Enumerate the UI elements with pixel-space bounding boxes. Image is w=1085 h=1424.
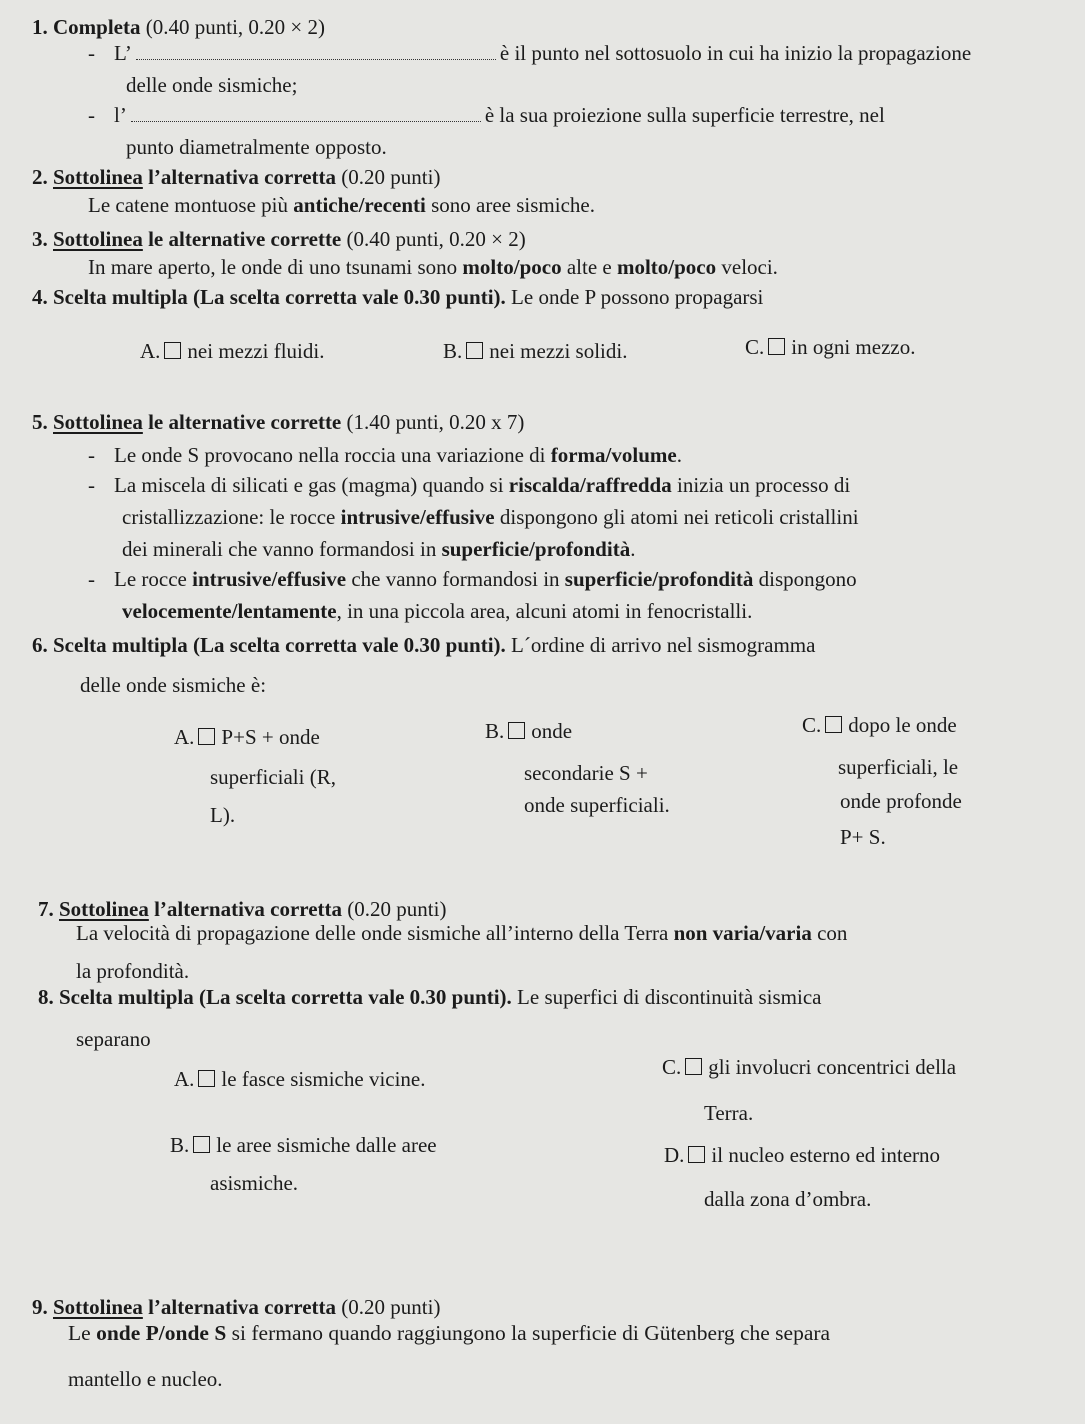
q5-l5a: Le rocce [114, 567, 193, 591]
q2-text-a: Le catene montuose più [88, 193, 294, 217]
q5-line-3 [122, 504, 859, 530]
q5-number: 5. [32, 410, 48, 434]
q9-l1a: Le [68, 1321, 97, 1345]
q6-option-b-line3: onde superficiali. [524, 793, 670, 817]
q5-l1a: Le onde S provocano nella roccia una variazione di [114, 443, 551, 467]
q7-points: (0.20 punti) [347, 897, 447, 921]
q5-title: le alternative corrette [148, 410, 342, 434]
q1-title: Completa [53, 15, 141, 39]
q5-choice-superficie-profondita-1[interactable]: superficie/profondità [441, 537, 631, 561]
q2-points: (0.20 punti) [341, 165, 441, 189]
q4-option-b-text: nei mezzi solidi. [489, 339, 628, 363]
q4-title: Scelta multipla (La scelta corretta vale 0.30 punti). [53, 285, 506, 309]
q5-line-4 [122, 536, 635, 562]
q3-text-5: veloci. [716, 255, 778, 279]
q5-dash-3: - [88, 567, 95, 591]
q6-option-b-checkbox[interactable] [508, 722, 525, 739]
q1-blank-1[interactable] [136, 41, 496, 60]
q3-choice-2[interactable]: molto/poco [616, 255, 717, 279]
q2-sentence [88, 192, 595, 218]
q1-blank-2[interactable] [131, 103, 481, 122]
q9-line-1 [68, 1320, 830, 1346]
q7-line-2: la profondità. [76, 959, 190, 983]
q7-line-1 [76, 920, 847, 946]
q7-choice[interactable]: non varia/varia [673, 921, 812, 945]
q6-question: L´ordine di arrivo nel sismogramma [505, 633, 816, 657]
q4-option-a-checkbox[interactable] [164, 342, 181, 359]
q8-option-d-line1: il nucleo esterno ed interno [711, 1143, 941, 1167]
q5-l5e: dispongono [753, 567, 857, 591]
q8-option-c-checkbox[interactable] [685, 1058, 702, 1075]
q4-question: Le onde P possono propagarsi [505, 285, 764, 309]
q9-line-2: mantello e nucleo. [68, 1367, 223, 1391]
q8-option-d-checkbox[interactable] [688, 1146, 705, 1163]
q5-choice-intrusive-effusive-2[interactable]: intrusive/effusive [192, 567, 347, 591]
q6-heading [32, 632, 815, 658]
q3-text-1: In mare aperto, le onde di uno tsunami sono [88, 255, 463, 279]
q9-choice[interactable]: onde P/onde S [96, 1321, 227, 1345]
q7-l1c: con [811, 921, 848, 945]
q5-choice-riscalda-raffredda[interactable]: riscalda/raffredda [508, 473, 672, 497]
q4-option-b-checkbox[interactable] [466, 342, 483, 359]
q7-l1a: La velocità di propagazione delle onde sismiche all’interno della Terra [76, 921, 674, 945]
q5-heading [32, 409, 524, 435]
q5-line-1 [88, 442, 682, 468]
q9-number: 9. [32, 1295, 48, 1319]
q5-line-2 [88, 472, 850, 498]
q7-heading [38, 896, 446, 922]
q2-text-c: sono aree sismiche. [425, 193, 595, 217]
q9-l1c: si fermano quando raggiungono la superficie di Gütenberg che separa [226, 1321, 831, 1345]
q1-item2-start: l’ [114, 103, 127, 127]
q8-option-b [170, 1132, 437, 1158]
q6-question-cont: delle onde sismiche è: [80, 673, 267, 697]
q6-number: 6. [32, 633, 48, 657]
q1-item1: - L’ è il punto nel sottosuolo in cui ha inizio la propagazione [88, 41, 972, 65]
q1-points: (0.40 punti, 0.20 × 2) [145, 15, 325, 39]
q6-option-c-checkbox[interactable] [825, 716, 842, 733]
q5-l1c: . [676, 443, 682, 467]
q6-option-a [174, 724, 320, 750]
q4-option-c-text: in ogni mezzo. [791, 335, 916, 359]
q5-l5c: che vanno formandosi in [346, 567, 565, 591]
q6-option-c-line2: superficiali, le [838, 755, 959, 779]
q8-option-d-letter: D. [664, 1143, 685, 1167]
q6-option-c-line4: P+ S. [840, 825, 886, 849]
q4-option-b-letter: B. [443, 339, 463, 363]
q8-option-b-line1: le aree sismiche dalle aree [216, 1133, 437, 1157]
q8-option-c-line2: Terra. [704, 1101, 754, 1125]
q4-heading [32, 284, 763, 310]
q9-heading [32, 1294, 440, 1320]
q8-option-b-line2: asismiche. [210, 1171, 299, 1195]
q8-question-cont: separano [76, 1027, 151, 1051]
q8-question: Le superfici di discontinuità sismica [511, 985, 822, 1009]
q2-number: 2. [32, 165, 48, 189]
q8-option-d [664, 1142, 940, 1168]
q6-option-a-line3: L). [210, 803, 236, 827]
q6-option-b [485, 718, 572, 744]
q3-heading [32, 226, 526, 252]
q4-option-c-checkbox[interactable] [768, 338, 785, 355]
q5-l4a: dei minerali che vanno formandosi in [122, 537, 442, 561]
q8-number: 8. [38, 985, 54, 1009]
q8-option-c [662, 1054, 956, 1080]
q2-title: l’alternativa corretta [148, 165, 337, 189]
q4-option-a-text: nei mezzi fluidi. [187, 339, 325, 363]
q7-title: l’alternativa corretta [154, 897, 343, 921]
q8-option-a [174, 1066, 426, 1092]
q5-choice-forma-volume[interactable]: forma/volume [550, 443, 677, 467]
q6-title: Scelta multipla (La scelta corretta vale 0.30 punti). [53, 633, 506, 657]
q3-title-underlined: Sottolinea [53, 227, 143, 251]
q7-number: 7. [38, 897, 54, 921]
q5-l6b: , in una piccola area, alcuni atomi in fenocristalli. [336, 599, 753, 623]
q5-choice-intrusive-effusive-1[interactable]: intrusive/effusive [340, 505, 495, 529]
q6-option-c-line3: onde profonde [840, 789, 962, 813]
q5-l2c: inizia un processo di [671, 473, 851, 497]
q6-option-a-letter: A. [174, 725, 195, 749]
q4-number: 4. [32, 285, 48, 309]
q6-option-b-letter: B. [485, 719, 505, 743]
q6-option-a-checkbox[interactable] [198, 728, 215, 745]
q5-l3a: cristallizzazione: le rocce [122, 505, 341, 529]
q4-option-b [443, 338, 627, 364]
q8-title: Scelta multipla (La scelta corretta vale 0.30 punti). [59, 985, 512, 1009]
q3-text-3: alte e [561, 255, 617, 279]
q8-option-b-checkbox[interactable] [193, 1136, 210, 1153]
q1-item2-cont: punto diametralmente opposto. [126, 135, 387, 159]
q5-points: (1.40 punti, 0.20 x 7) [346, 410, 525, 434]
q8-option-c-letter: C. [662, 1055, 682, 1079]
q7-title-underlined: Sottolinea [59, 897, 149, 921]
q6-option-c-letter: C. [802, 713, 822, 737]
q5-l3c: dispongono gli atomi nei reticoli cristallini [494, 505, 859, 529]
q8-option-c-line1: gli involucri concentrici della [708, 1055, 957, 1079]
q5-choice-velocemente-lentamente[interactable]: velocemente/lentamente [122, 599, 337, 623]
q6-option-c [802, 712, 957, 738]
q8-option-d-line2: dalla zona d’ombra. [704, 1187, 872, 1211]
q1-item2-end: è la sua proiezione sulla superficie terrestre, nel [484, 103, 885, 127]
q1-item1-end: è il punto nel sottosuolo in cui ha inizio la propagazione [499, 41, 972, 65]
q2-title-underlined: Sottolinea [53, 165, 143, 189]
q3-points: (0.40 punti, 0.20 × 2) [346, 227, 526, 251]
q5-line-6 [122, 598, 752, 624]
q9-title: l’alternativa corretta [148, 1295, 337, 1319]
q6-option-b-line1: onde [531, 719, 573, 743]
q9-points: (0.20 punti) [341, 1295, 441, 1319]
q8-option-a-letter: A. [174, 1067, 195, 1091]
q6-option-a-line1: P+S + onde [221, 725, 320, 749]
q1-item1-cont: delle onde sismiche; [126, 73, 298, 97]
q3-number: 3. [32, 227, 48, 251]
q8-option-a-checkbox[interactable] [198, 1070, 215, 1087]
q9-title-underlined: Sottolinea [53, 1295, 143, 1319]
q5-title-underlined: Sottolinea [53, 410, 143, 434]
q8-option-b-letter: B. [170, 1133, 190, 1157]
q5-l2a: La miscela di silicati e gas (magma) quando si [114, 473, 509, 497]
q3-choice-1[interactable]: molto/poco [462, 255, 562, 279]
q4-option-a [140, 338, 324, 364]
q5-dash-1: - [88, 443, 95, 467]
q1-number: 1. [32, 15, 48, 39]
q2-choice[interactable]: antiche/recenti [293, 193, 426, 217]
q3-sentence [88, 254, 778, 280]
q4-option-c [745, 334, 915, 360]
q5-choice-superficie-profondita-2[interactable]: superficie/profondità [564, 567, 754, 591]
q8-option-a-text: le fasce sismiche vicine. [221, 1067, 426, 1091]
q6-option-c-line1: dopo le onde [848, 713, 957, 737]
q6-option-a-line2: superficiali (R, [210, 765, 336, 789]
q5-l4c: . [630, 537, 636, 561]
q4-option-c-letter: C. [745, 335, 765, 359]
q1-item2: - l’ è la sua proiezione sulla superficie terrestre, nel [88, 103, 885, 127]
q1-heading [32, 14, 325, 40]
q2-heading [32, 164, 440, 190]
q4-option-a-letter: A. [140, 339, 161, 363]
q5-line-5 [88, 566, 857, 592]
q8-heading [38, 984, 821, 1010]
q1-item1-start: L’ [114, 41, 132, 65]
q3-title: le alternative corrette [148, 227, 342, 251]
q6-option-b-line2: secondarie S + [524, 761, 648, 785]
q5-dash-2: - [88, 473, 95, 497]
